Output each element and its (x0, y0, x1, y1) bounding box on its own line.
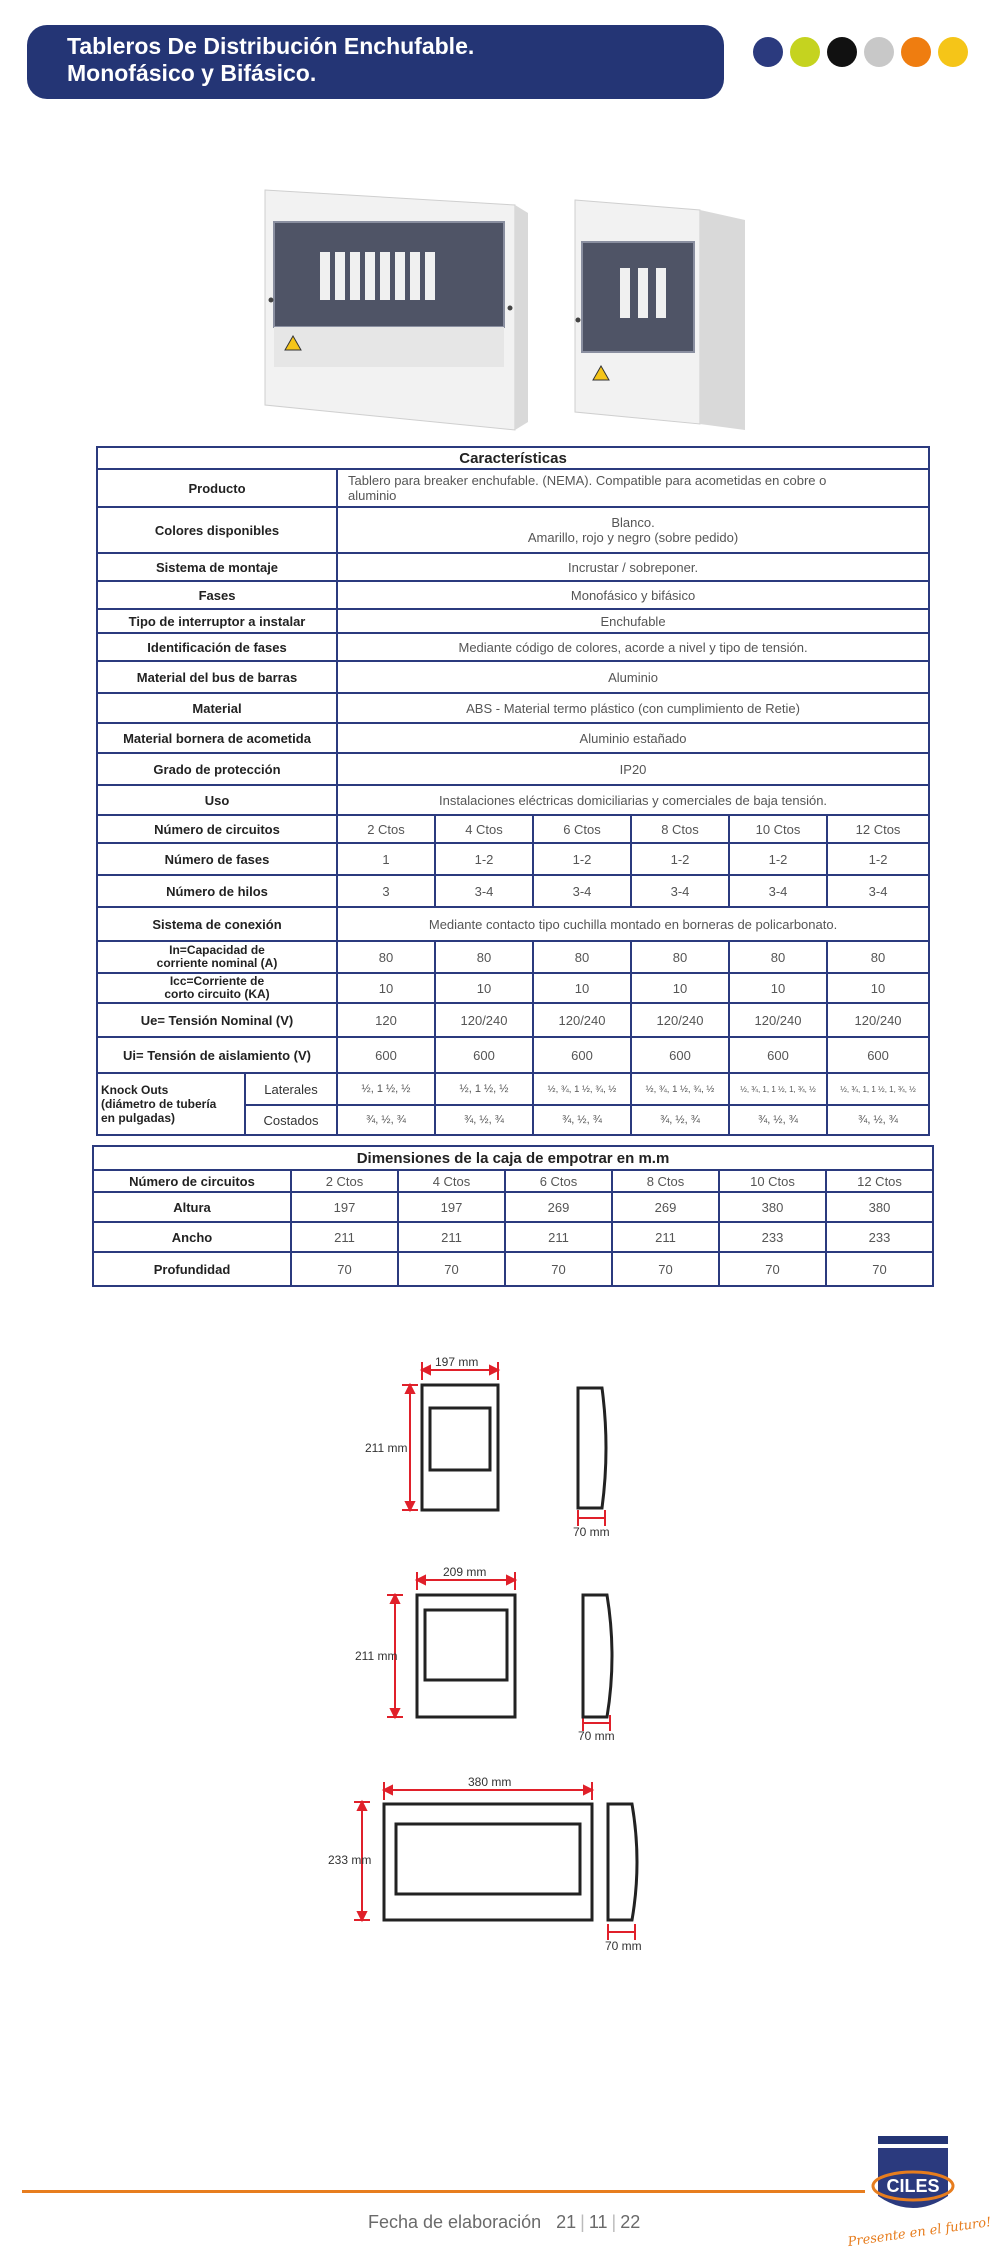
cell: 10 Ctos (719, 1170, 826, 1192)
cell: 3-4 (631, 875, 729, 907)
cell: 70 (719, 1252, 826, 1286)
cell: 1-2 (827, 843, 929, 875)
cell: ½, 1 ½, ½ (337, 1073, 435, 1105)
cell: 80 (435, 941, 533, 973)
drawing-2-depth-label: 70 mm (578, 1729, 615, 1743)
cell: 3-4 (435, 875, 533, 907)
cell: 12 Ctos (827, 815, 929, 843)
cell: 600 (827, 1037, 929, 1073)
cell: 70 (505, 1252, 612, 1286)
row-label: Ue= Tensión Nominal (V) (97, 1003, 337, 1037)
row-value: Incrustar / sobreponer. (337, 553, 929, 581)
knock-outs-line3: en pulgadas) (101, 1111, 176, 1125)
cell: 269 (612, 1192, 719, 1222)
header-banner (27, 25, 724, 99)
table-row (93, 1170, 933, 1192)
row-label: Altura (93, 1192, 291, 1222)
cell: 1-2 (533, 843, 631, 875)
cell: 211 (291, 1222, 398, 1252)
row-value: Aluminio (337, 661, 929, 693)
row-label: Ui= Tensión de aislamiento (V) (97, 1037, 337, 1073)
dimensions-title: Dimensiones de la caja de empotrar en m.m (93, 1146, 933, 1170)
table-row (97, 907, 929, 941)
cell: 1-2 (631, 843, 729, 875)
table-row (93, 1252, 933, 1286)
cell: 120/240 (631, 1003, 729, 1037)
row-value: IP20 (337, 753, 929, 785)
cell: 80 (337, 941, 435, 973)
cell: ¾, ½, ¾ (729, 1105, 827, 1135)
cell: 233 (826, 1222, 933, 1252)
drawing-1-width-label: 197 mm (435, 1355, 479, 1369)
cell: ½, ¾, 1, 1 ½, 1, ¾, ½ (827, 1073, 929, 1105)
cell: 600 (729, 1037, 827, 1073)
logo-tagline: Presente en el futuro! (846, 2215, 993, 2251)
row-value-line2: Amarillo, rojo y negro (sobre pedido) (527, 530, 739, 545)
cell: 600 (533, 1037, 631, 1073)
cell: 80 (533, 941, 631, 973)
drawing-3-width-label: 380 mm (468, 1775, 512, 1789)
page-title-line1: Tableros De Distribución Enchufable. (67, 33, 475, 59)
cell: 3 (337, 875, 435, 907)
cell: 197 (398, 1192, 505, 1222)
product-photo (260, 180, 750, 430)
row-label: Ancho (93, 1222, 291, 1252)
table-row (97, 609, 929, 633)
row-value: Instalaciones eléctricas domiciliarias y comerciales de baja tensión. (337, 785, 929, 815)
table-row (97, 815, 929, 843)
cell: ¾, ½, ¾ (337, 1105, 435, 1135)
dimensions-table (92, 1145, 934, 1287)
table-row (97, 507, 929, 553)
cell: 6 Ctos (505, 1170, 612, 1192)
cell: 269 (505, 1192, 612, 1222)
ciles-logo (846, 2128, 993, 2258)
row-value: Mediante código de colores, acorde a nivel y tipo de tensión. (337, 633, 929, 661)
cell: 120/240 (827, 1003, 929, 1037)
logo-brand: CILES (886, 2176, 940, 2196)
drawing-2 (355, 1560, 675, 1750)
row-label: Número de hilos (97, 875, 337, 907)
row-label: Número de fases (97, 843, 337, 875)
table-row (97, 1003, 929, 1037)
cell: 12 Ctos (826, 1170, 933, 1192)
table-row (97, 469, 929, 507)
cell: 70 (291, 1252, 398, 1286)
footer-year: 22 (620, 2212, 641, 2232)
cell: 600 (435, 1037, 533, 1073)
cell: 2 Ctos (291, 1170, 398, 1192)
knock-outs-line1: Knock Outs (101, 1083, 169, 1097)
table-row (97, 661, 929, 693)
cell: 10 (533, 973, 631, 1003)
row-label-line2: corto circuito (KA) (164, 987, 270, 1001)
cell: 3-4 (827, 875, 929, 907)
drawing-1 (360, 1350, 660, 1540)
drawing-3-height-label: 233 mm (328, 1853, 372, 1867)
knock-outs-label (97, 1073, 245, 1135)
panel-4-circuits-image (575, 200, 745, 430)
cell: ¾, ½, ¾ (827, 1105, 929, 1135)
cell: ¾, ½, ¾ (435, 1105, 533, 1135)
row-label: Sistema de conexión (97, 907, 337, 941)
cell: ¾, ½, ¾ (533, 1105, 631, 1135)
cell: 70 (612, 1252, 719, 1286)
cell: 10 (827, 973, 929, 1003)
color-dot-gray (864, 37, 894, 67)
table-row (97, 785, 929, 815)
row-label: Material (97, 693, 337, 723)
cell: 80 (827, 941, 929, 973)
row-value: Tablero para breaker enchufable. (NEMA). Compatible para acometidas en cobre o aluminio (337, 469, 929, 507)
drawing-1-depth-label: 70 mm (573, 1525, 610, 1539)
color-dots (753, 37, 968, 67)
row-label: Uso (97, 785, 337, 815)
footer-divider (22, 2190, 865, 2193)
footer-date-label: Fecha de elaboración (368, 2212, 542, 2232)
row-value: Mediante contacto tipo cuchilla montado en borneras de policarbonato. (337, 907, 929, 941)
cell: 2 Ctos (337, 815, 435, 843)
table-row (97, 753, 929, 785)
row-label: Sistema de montaje (97, 553, 337, 581)
page-title-line2: Monofásico y Bifásico. (67, 60, 317, 86)
row-value: Monofásico y bifásico (337, 581, 929, 609)
row-label: Número de circuitos (93, 1170, 291, 1192)
cell: 70 (398, 1252, 505, 1286)
row-label: Colores disponibles (97, 507, 337, 553)
cell: 600 (337, 1037, 435, 1073)
table-row (97, 941, 929, 973)
cell: ½, ¾, 1 ½, ¾, ½ (533, 1073, 631, 1105)
color-dot-yellow (938, 37, 968, 67)
row-label: Fases (97, 581, 337, 609)
row-label: Tipo de interruptor a instalar (97, 609, 337, 633)
footer-day: 21 (556, 2212, 577, 2232)
table-row (93, 1192, 933, 1222)
cell: ½, ¾, 1, 1 ½, 1, ¾, ½ (729, 1073, 827, 1105)
row-label: Profundidad (93, 1252, 291, 1286)
row-label: Producto (97, 469, 337, 507)
cell: 10 (435, 973, 533, 1003)
row-label-line1: Icc=Corriente de (169, 974, 265, 988)
cell: 211 (398, 1222, 505, 1252)
row-value: Aluminio estañado (337, 723, 929, 753)
row-label: Material bornera de acometida (97, 723, 337, 753)
cell: 8 Ctos (612, 1170, 719, 1192)
row-label: Material del bus de barras (97, 661, 337, 693)
cell: 4 Ctos (435, 815, 533, 843)
cell: 380 (826, 1192, 933, 1222)
table-row (97, 973, 929, 1003)
cell: 600 (631, 1037, 729, 1073)
characteristics-table (96, 446, 930, 1136)
table-title-row (97, 447, 929, 469)
row-label: Número de circuitos (97, 815, 337, 843)
row-value-line1: Blanco. (611, 515, 655, 530)
table-row (97, 553, 929, 581)
row-value: ABS - Material termo plástico (con cumplimiento de Retie) (337, 693, 929, 723)
laterales-label: Laterales (245, 1073, 337, 1105)
cell: ½, ¾, 1 ½, ¾, ½ (631, 1073, 729, 1105)
cell: 233 (719, 1222, 826, 1252)
table-row (97, 581, 929, 609)
cell: 120/240 (533, 1003, 631, 1037)
drawing-2-width-label: 209 mm (443, 1565, 487, 1579)
table-row (97, 723, 929, 753)
row-label (97, 941, 337, 973)
cell: 120/240 (729, 1003, 827, 1037)
drawing-1-height-label: 211 mm (365, 1441, 408, 1455)
row-label: Identificación de fases (97, 633, 337, 661)
cell: 3-4 (729, 875, 827, 907)
cell: 211 (612, 1222, 719, 1252)
row-value (337, 507, 929, 553)
cell: 10 Ctos (729, 815, 827, 843)
table-row (97, 693, 929, 723)
table-row (97, 1037, 929, 1073)
table-row (97, 633, 929, 661)
table-row (97, 843, 929, 875)
footer-month: 11 (588, 2212, 608, 2232)
cell: 3-4 (533, 875, 631, 907)
table-row (93, 1222, 933, 1252)
drawing-3-depth-label: 70 mm (605, 1939, 642, 1953)
row-value: Enchufable (337, 609, 929, 633)
cell: 120 (337, 1003, 435, 1037)
cell: ½, 1 ½, ½ (435, 1073, 533, 1105)
cell: 120/240 (435, 1003, 533, 1037)
cell: 380 (719, 1192, 826, 1222)
cell: 70 (826, 1252, 933, 1286)
cell: ¾, ½, ¾ (631, 1105, 729, 1135)
drawing-3 (320, 1770, 680, 1970)
panel-12-circuits-image (265, 190, 528, 430)
cell: 80 (631, 941, 729, 973)
drawing-2-height-label: 211 mm (355, 1649, 398, 1663)
cell: 4 Ctos (398, 1170, 505, 1192)
cell: 80 (729, 941, 827, 973)
table-row (97, 1073, 929, 1105)
row-label-line2: corriente nominal (A) (156, 956, 278, 970)
characteristics-title: Características (97, 447, 929, 469)
cell: 1-2 (729, 843, 827, 875)
cell: 6 Ctos (533, 815, 631, 843)
cell: 10 (337, 973, 435, 1003)
row-label (97, 973, 337, 1003)
row-label-line1: In=Capacidad de (169, 943, 265, 957)
cell: 10 (729, 973, 827, 1003)
cell: 10 (631, 973, 729, 1003)
color-dot-navy (753, 37, 783, 67)
table-row (97, 875, 929, 907)
cell: 1 (337, 843, 435, 875)
knock-outs-line2: (diámetro de tubería (101, 1097, 217, 1111)
cell: 197 (291, 1192, 398, 1222)
cell: 8 Ctos (631, 815, 729, 843)
cell: 211 (505, 1222, 612, 1252)
color-dot-black (827, 37, 857, 67)
color-dot-orange (901, 37, 931, 67)
row-label: Grado de protección (97, 753, 337, 785)
costados-label: Costados (245, 1105, 337, 1135)
table-title-row (93, 1146, 933, 1170)
footer-date: Fecha de elaboración 21 | 11 | 22 (368, 2212, 641, 2232)
color-dot-lime (790, 37, 820, 67)
cell: 1-2 (435, 843, 533, 875)
